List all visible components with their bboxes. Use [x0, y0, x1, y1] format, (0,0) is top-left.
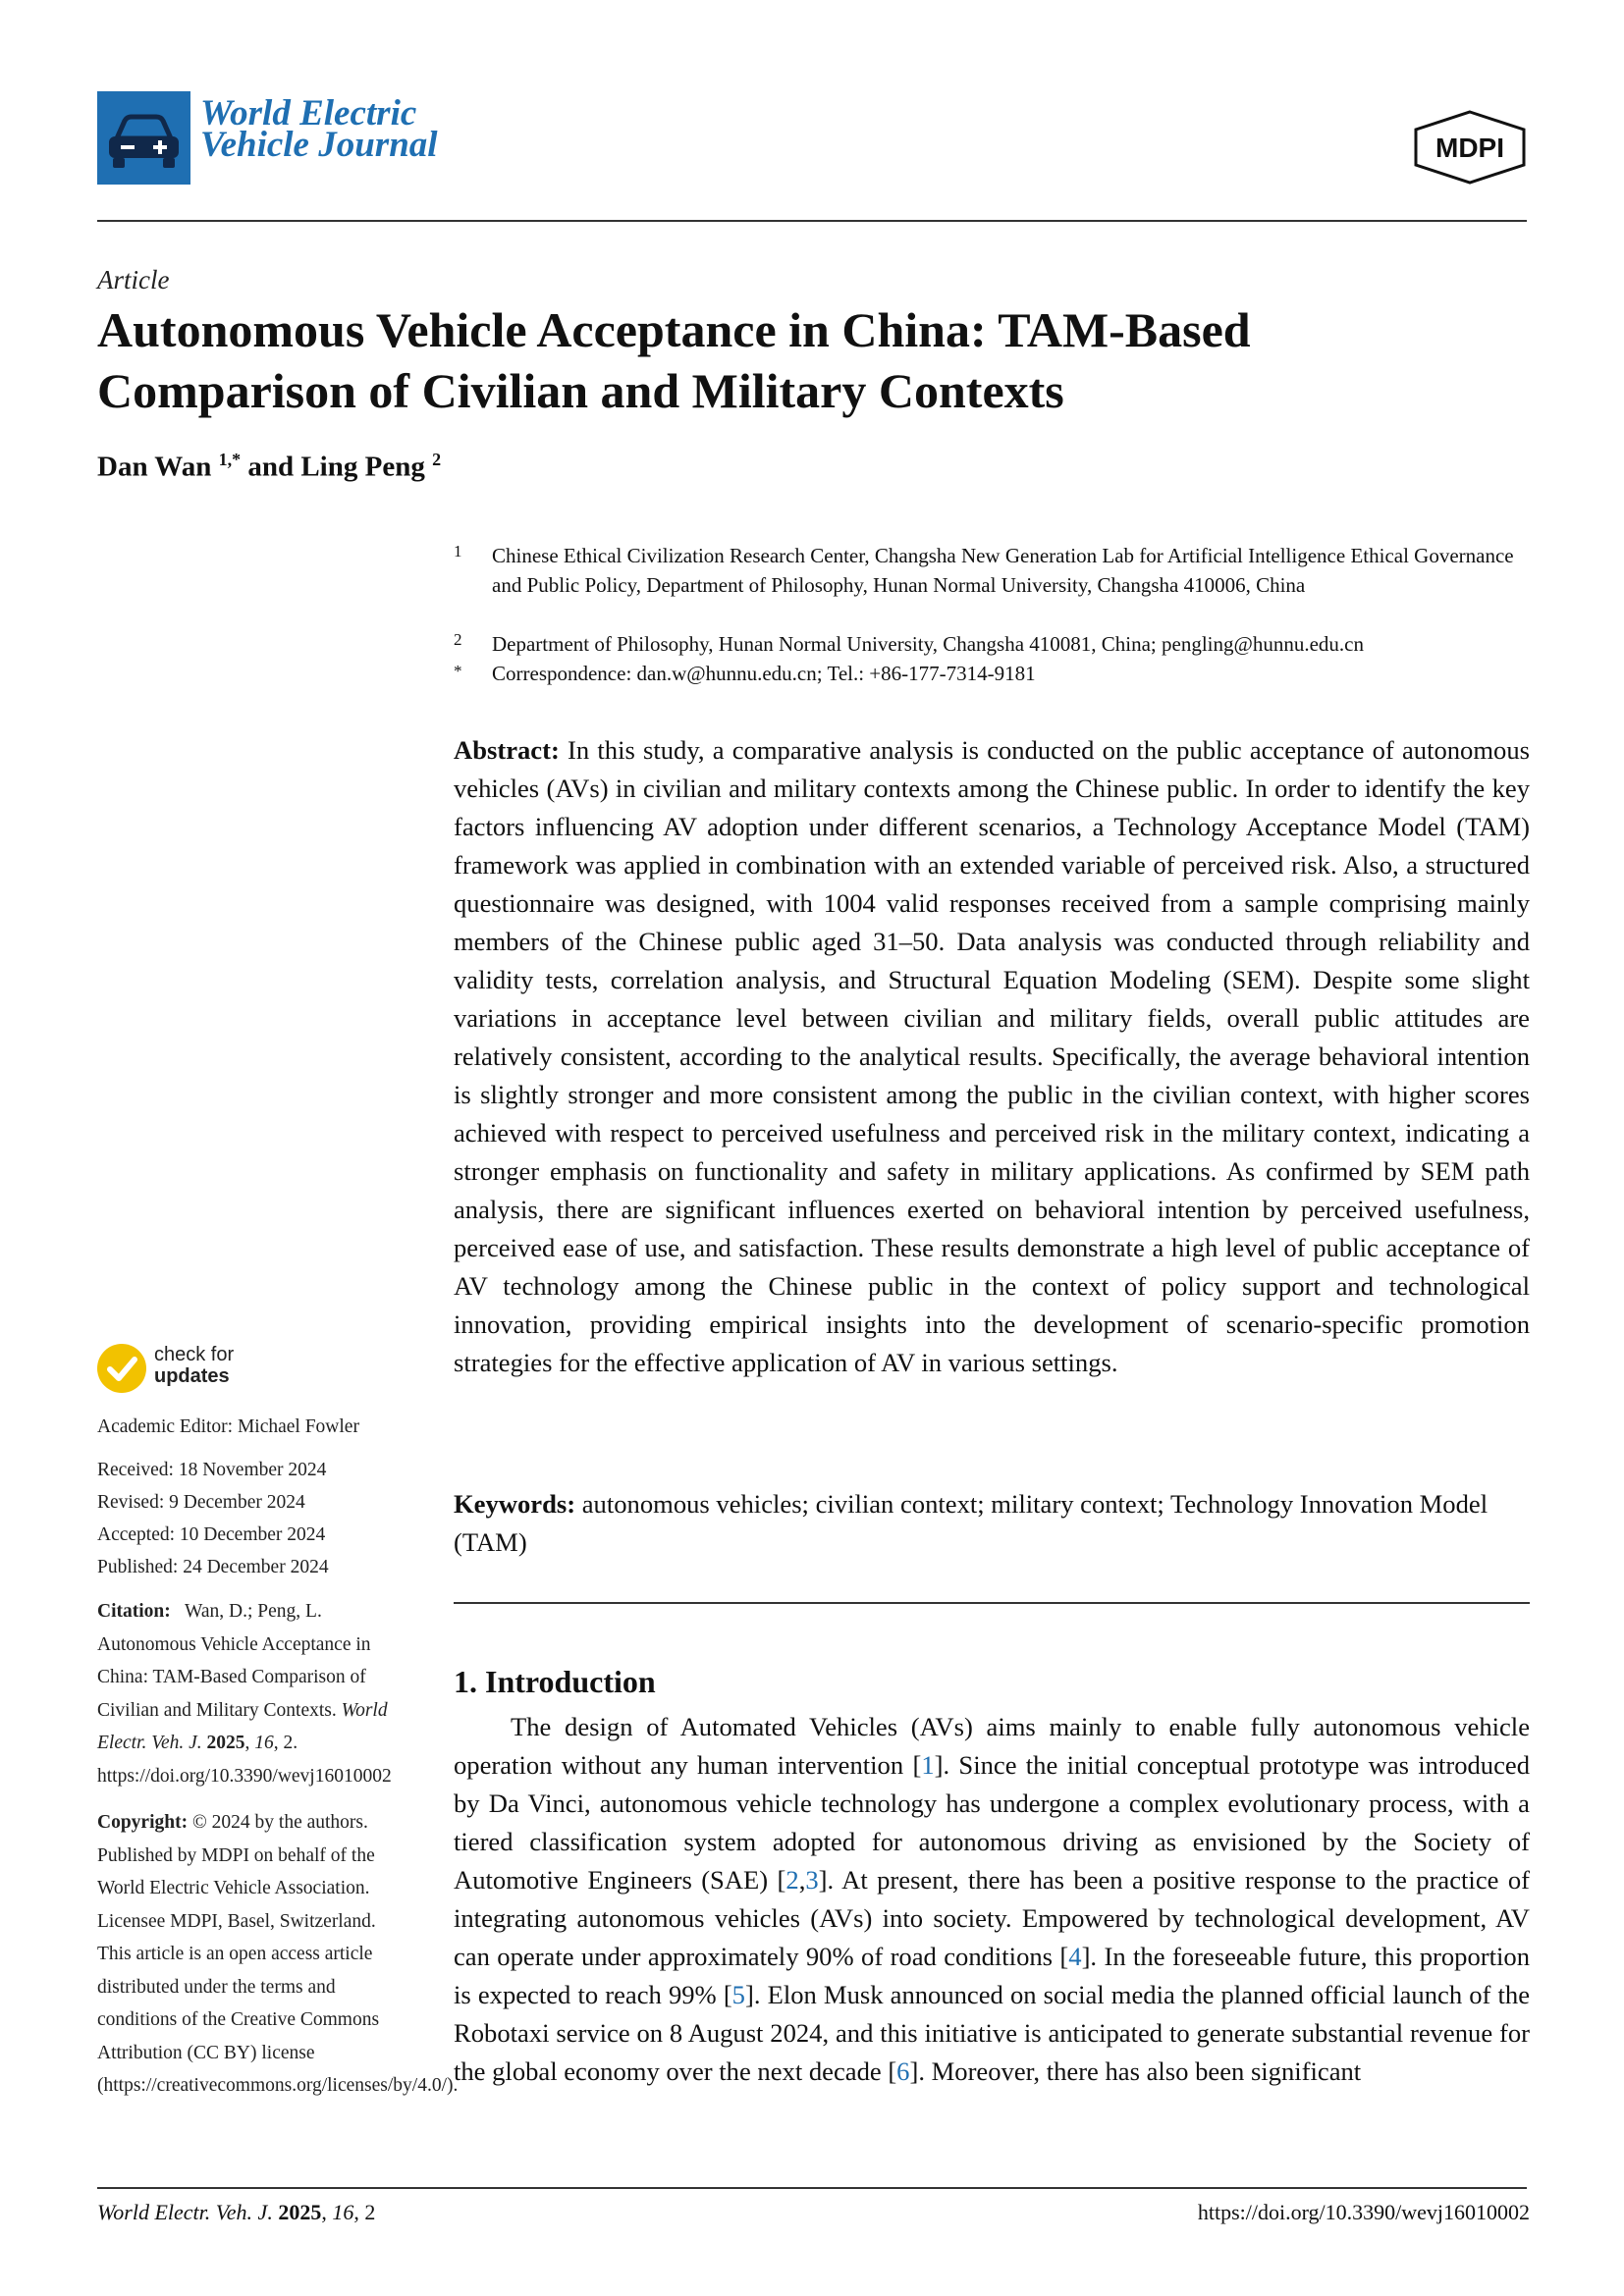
received-date: Received: 18 November 2024 [97, 1460, 327, 1480]
copyright-text: © 2024 by the authors. Published by MDPI on behalf of the World Electric Vehicle Association. Licensee MDPI, Basel, Switzerland. This article is an open access article distributed under the terms and conditions of the Creative Commons Attribution (CC BY) license (https://creativecommons.org/licenses/by/4.0/). [97, 1812, 459, 2096]
paragraph-text: ]. In the foreseeable future, this proportion is expected to reach 99% [ [454, 1942, 1530, 2009]
reference-link[interactable]: 3 [805, 1865, 819, 1895]
introduction-paragraph [454, 1708, 1530, 2091]
affiliation-marker: 2 [454, 630, 462, 649]
section-heading: 1. Introduction [454, 1664, 656, 1699]
reference-link[interactable]: 5 [731, 1980, 745, 2009]
accepted-date: Accepted: 10 December 2024 [97, 1524, 326, 1545]
paragraph-text: ]. Since the initial conceptual prototype was introduced by Da Vinci, autonomous vehicle technology has undergone a complex evolutionary process, with a tiered classification system adopted for autonomous driving as envisioned by the Society of Automotive Engineers (SAE) [ [454, 1750, 1530, 1895]
footer-journal: World Electr. Veh. J. [97, 2200, 273, 2224]
author-list [97, 450, 441, 484]
journal-name-line2: Vehicle Journal [200, 125, 438, 165]
car-icon [97, 91, 190, 185]
mdpi-logo[interactable] [1410, 108, 1530, 187]
section-divider [454, 1602, 1530, 1604]
footer-citation: World Electr. Veh. J. 2025, 16, 2 [97, 2200, 376, 2224]
citation-text: Wan, D.; Peng, L. Autonomous Vehicle Acceptance in China: TAM-Based Comparison of Civilian and Military Contexts. [97, 1601, 371, 1721]
correspondence-text: Correspondence: dan.w@hunnu.edu.cn; Tel.: +86-177-7314-9181 [492, 662, 1036, 685]
citation-year: 2025 [206, 1733, 245, 1753]
check-for-updates-button[interactable] [97, 1342, 294, 1397]
abstract [454, 731, 1530, 1382]
author-name[interactable]: Ling Peng [300, 451, 425, 483]
revised-date: Revised: 9 December 2024 [97, 1492, 305, 1513]
citation-doi[interactable]: , 2. https://doi.org/10.3390/wevj16010002 [97, 1733, 392, 1787]
check-updates-line2: updates [154, 1365, 230, 1387]
checkmark-icon [97, 1344, 146, 1393]
header-divider [97, 220, 1527, 222]
citation-volume: 16 [254, 1733, 274, 1753]
citation-block: Citation: Wan, D.; Peng, L. Autonomous Vehicle Acceptance in China: TAM-Based Comparison of Civilian and Military Contexts. World Electr. Veh. J. 2025, 16, 2. https://doi.org/10.3390/wevj16010002 [97, 1601, 392, 1787]
paragraph-text: ]. Moreover, there has also been significant [909, 2056, 1362, 2086]
keywords-text: autonomous vehicles; civilian context; military context; Technology Innovation Model (TAM) [454, 1489, 1489, 1557]
copyright-block [97, 1806, 459, 2103]
check-updates-line1: check for [154, 1344, 235, 1365]
citation-label: Citation: [97, 1601, 171, 1622]
footer-divider [97, 2187, 1527, 2189]
citation-journal: World Electr. Veh. J. [97, 1699, 388, 1753]
affiliation-marker: * [454, 662, 462, 680]
affiliation-marker: 1 [454, 542, 462, 561]
mdpi-logo-shape [1410, 108, 1530, 187]
keywords [454, 1485, 1530, 1562]
footer-doi-link[interactable]: https://doi.org/10.3390/wevj16010002 [1197, 2200, 1530, 2224]
paragraph-text: ]. Elon Musk announced on social media the planned official launch of the Robotaxi service on 8 August 2024, and this initiative is anticipated to generate substantial revenue for the global economy over the next decade [ [454, 1980, 1530, 2086]
affiliation-text: Chinese Ethical Civilization Research Center, Changsha New Generation Lab for Artificial Intelligence Ethical Governance and Public Policy, Department of Philosophy, Hunan Normal University, Changsha 410006, China [492, 544, 1514, 597]
author-name[interactable]: Dan Wan [97, 451, 212, 483]
paragraph-text: The design of Automated Vehicles (AVs) aims mainly to enable fully autonomous vehicle operation without any human intervention [ [454, 1712, 1530, 1780]
author-affiliation-sup: 2 [432, 450, 442, 469]
publisher-name: MDPI [1435, 133, 1504, 163]
reference-link[interactable]: 1 [921, 1750, 935, 1780]
paragraph-text: ]. At present, there has been a positive response to the practice of integrating autonomous vehicles (AVs) into society. Empowered by technological development, AV can operate under approximately 90% of road conditions [ [454, 1865, 1530, 1971]
reference-link[interactable]: 6 [896, 2056, 910, 2086]
copyright-label: Copyright: [97, 1812, 189, 1833]
journal-name[interactable] [200, 93, 514, 165]
author-affiliation-sup: 1,* [218, 450, 242, 469]
article-type: Article [97, 265, 170, 294]
article-title: Autonomous Vehicle Acceptance in China: TAM-Based Comparison of Civilian and Military Contexts [97, 302, 1251, 418]
academic-editor: Academic Editor: Michael Fowler [97, 1416, 359, 1437]
author-joiner: and [247, 451, 295, 483]
journal-logo [97, 91, 190, 185]
abstract-text: In this study, a comparative analysis is conducted on the public acceptance of autonomous vehicles (AVs) in civilian and military contexts among the Chinese public. In order to identify the key factors influencing AV adoption under different scenarios, a Technology Acceptance Model (TAM) framework was applied in combination with an extended variable of perceived risk. Also, a structured questionnaire was designed, with 1004 valid responses received from a sample comprising mainly members of the Chinese public aged 31–50. Data analysis was conducted through reliability and validity tests, correlation analysis, and Structural Equation Modeling (SEM). Despite some slight variations in acceptance level between civilian and military fields, overall public attitudes are relatively consistent, according to the analytical results. Specifically, the average behavioral intention is slightly stronger and more consistent among the public in the civilian context, with higher scores achieved with respect to perceived usefulness and perceived risk in the military context, indicating a stronger emphasis on functionality and safety in military applications. As confirmed by SEM path analysis, there are significant influences exerted on behavioral intention by perceived usefulness, perceived ease of use, and satisfaction. These results demonstrate a high level of public acceptance of AV technology among the Chinese public in the context of policy support and technological innovation, providing empirical insights into the development of scenario-specific promotion strategies for the effective application of AV in various settings. [454, 735, 1530, 1377]
abstract-label: Abstract: [454, 735, 560, 765]
reference-link[interactable]: 2 [785, 1865, 799, 1895]
footer-year: 2025 [278, 2200, 322, 2224]
footer-volume: 16 [332, 2200, 354, 2224]
reference-link[interactable]: 4 [1068, 1942, 1082, 1971]
keywords-label: Keywords: [454, 1489, 576, 1519]
affiliation-text: Department of Philosophy, Hunan Normal University, Changsha 410081, China; pengling@hunnu.edu.cn [492, 632, 1364, 656]
footer-article-number: , 2 [353, 2200, 376, 2224]
published-date: Published: 24 December 2024 [97, 1557, 329, 1577]
journal-name-line1: World Electric [200, 93, 417, 133]
paragraph-text: , [798, 1865, 806, 1895]
